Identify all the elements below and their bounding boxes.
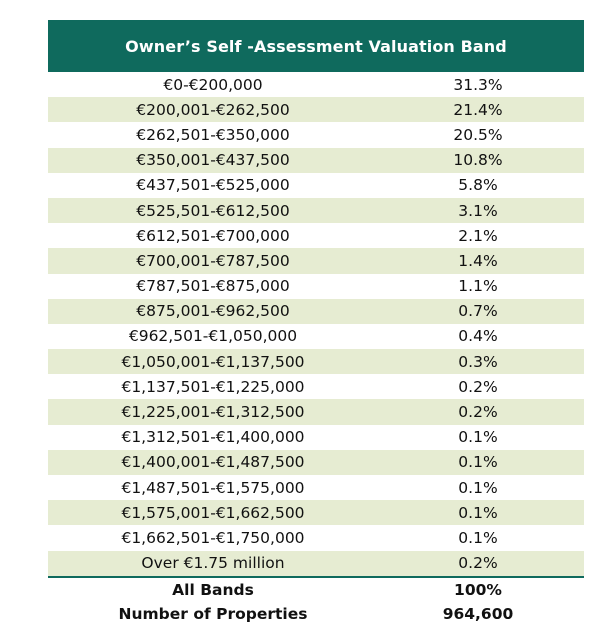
table-row: [48, 173, 584, 198]
table-row: [48, 475, 584, 500]
valuation-band-cell: €262,501-€350,000: [136, 125, 290, 144]
summary-row-all-bands: [48, 578, 584, 602]
table-row: [48, 122, 584, 147]
share-cell: 0.1%: [458, 428, 498, 447]
share-cell: 31.3%: [453, 75, 503, 94]
share-cell: 0.2%: [458, 377, 498, 396]
valuation-band-cell: €1,312,501-€1,400,000: [121, 428, 305, 447]
table-row: [48, 349, 584, 374]
valuation-band-cell: €1,487,501-€1,575,000: [121, 478, 305, 497]
table-row: [48, 500, 584, 525]
share-cell: 1.1%: [458, 277, 498, 296]
valuation-band-cell: €875,001-€962,500: [136, 302, 290, 321]
valuation-band-cell: Over €1.75 million: [141, 554, 285, 573]
valuation-band-cell: €787,501-€875,000: [136, 277, 290, 296]
valuation-band-cell: €1,137,501-€1,225,000: [121, 377, 305, 396]
table-row: [48, 551, 584, 576]
share-cell: 0.2%: [458, 403, 498, 422]
share-cell: 3.1%: [458, 201, 498, 220]
table-row: [48, 525, 584, 550]
table-row: [48, 374, 584, 399]
valuation-band-cell: €612,501-€700,000: [136, 226, 290, 245]
share-cell: 0.1%: [458, 453, 498, 472]
share-cell: 0.1%: [458, 528, 498, 547]
valuation-band-cell: €700,001-€787,500: [136, 251, 290, 270]
share-cell: 0.2%: [458, 554, 498, 573]
share-cell: 1.4%: [458, 251, 498, 270]
share-cell: 0.1%: [458, 503, 498, 522]
number-of-properties-value: 964,600: [442, 604, 514, 623]
table-row: [48, 450, 584, 475]
share-cell: 0.1%: [458, 478, 498, 497]
table-row: [48, 148, 584, 173]
valuation-band-cell: €350,001-€437,500: [136, 151, 290, 170]
summary-row-properties: [48, 602, 584, 626]
valuation-band-cell: €1,400,001-€1,487,500: [121, 453, 305, 472]
table-body: [48, 72, 584, 576]
share-cell: 5.8%: [458, 176, 498, 195]
valuation-band-cell: €0-€200,000: [163, 75, 263, 94]
valuation-band-cell: €1,050,001-€1,137,500: [121, 352, 305, 371]
table-row: [48, 274, 584, 299]
valuation-band-cell: €962,501-€1,050,000: [128, 327, 298, 346]
valuation-band-cell: €1,225,001-€1,312,500: [121, 403, 305, 422]
table-row: [48, 223, 584, 248]
all-bands-value: 100%: [454, 580, 502, 599]
valuation-band-cell: €437,501-€525,000: [136, 176, 290, 195]
table-row: [48, 399, 584, 424]
table-row: [48, 72, 584, 97]
valuation-band-cell: €525,501-€612,500: [136, 201, 290, 220]
table-row: [48, 198, 584, 223]
valuation-band-cell: €200,001-€262,500: [136, 100, 290, 119]
valuation-band-table: [48, 20, 584, 626]
table-row: [48, 425, 584, 450]
table-title: Owner’s Self -Assessment Valuation Band: [48, 20, 584, 72]
share-cell: 2.1%: [458, 226, 498, 245]
valuation-band-cell: €1,575,001-€1,662,500: [121, 503, 305, 522]
all-bands-label: All Bands: [172, 580, 254, 599]
number-of-properties-label: Number of Properties: [118, 604, 308, 623]
valuation-band-cell: €1,662,501-€1,750,000: [121, 528, 305, 547]
share-cell: 20.5%: [453, 125, 503, 144]
share-cell: 21.4%: [453, 100, 503, 119]
share-cell: 0.3%: [458, 352, 498, 371]
table-row: [48, 248, 584, 273]
share-cell: 0.7%: [458, 302, 498, 321]
table-row: [48, 97, 584, 122]
share-cell: 0.4%: [458, 327, 498, 346]
table-row: [48, 299, 584, 324]
table-row: [48, 324, 584, 349]
share-cell: 10.8%: [453, 151, 503, 170]
